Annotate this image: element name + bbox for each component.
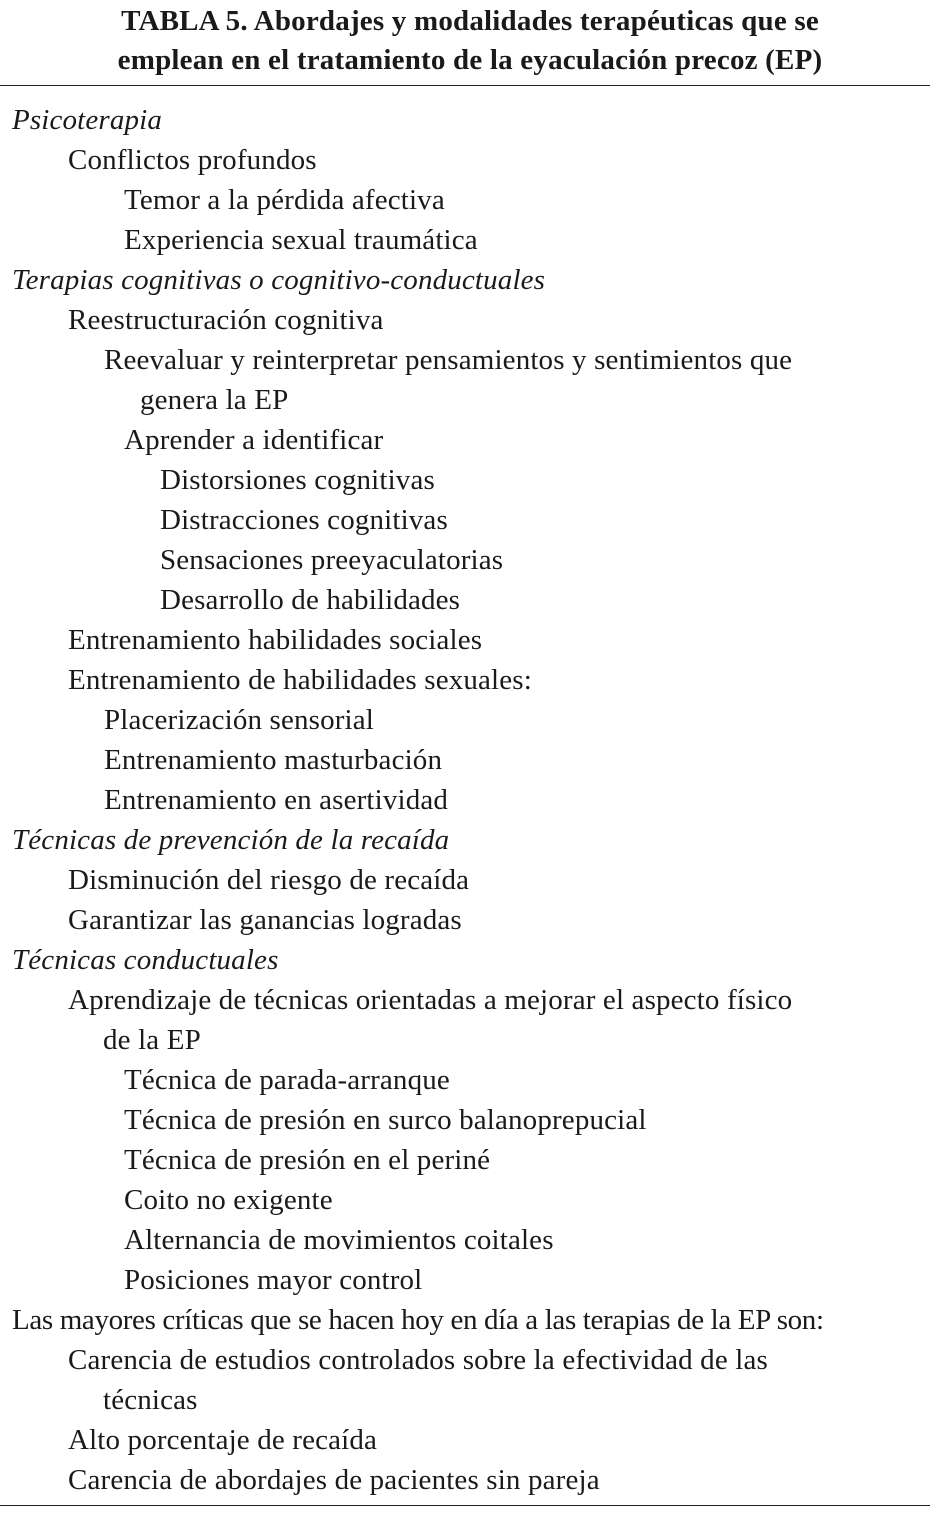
list-item: Técnica de presión en surco balanoprepucial [124, 1104, 647, 1136]
list-item: Desarrollo de habilidades [160, 584, 461, 616]
list-item: Placerización sensorial [104, 704, 374, 736]
list-item: Alternancia de movimientos coitales [124, 1224, 554, 1256]
list-item: Distorsiones cognitivas [160, 464, 435, 496]
list-item: Temor a la pérdida afectiva [124, 184, 445, 216]
list-item: Disminución del riesgo de recaída [68, 864, 470, 896]
table-title-line-1: TABLA 5. Abordajes y modalidades terapéuticas que se [121, 5, 819, 37]
list-item: Entrenamiento de habilidades sexuales: [68, 664, 532, 696]
section-heading-prevencion: Técnicas de prevención de la recaída [12, 824, 450, 856]
list-item: Reestructuración cognitiva [68, 304, 384, 336]
list-item: Garantizar las ganancias logradas [68, 904, 462, 936]
list-item: Distracciones cognitivas [160, 504, 448, 536]
top-rule [0, 85, 930, 86]
list-item: Experiencia sexual traumática [124, 224, 478, 256]
list-item: Entrenamiento en asertividad [104, 784, 449, 816]
list-item: Alto porcentaje de recaída [68, 1424, 378, 1456]
list-item: Reevaluar y reinterpretar pensamientos y sentimientos que [104, 344, 793, 376]
list-item: Conflictos profundos [68, 144, 317, 176]
list-item: Posiciones mayor control [124, 1264, 423, 1296]
list-item: Aprendizaje de técnicas orientadas a mejorar el aspecto físico [68, 984, 793, 1016]
section-heading-conductuales: Técnicas conductuales [12, 944, 279, 976]
list-item: Técnica de parada-arranque [124, 1064, 450, 1096]
section-heading-criticas: Las mayores críticas que se hacen hoy en día a las terapias de la EP son: [12, 1304, 824, 1336]
list-item: Aprender a identificar [124, 424, 384, 456]
table-title [0, 2, 940, 80]
list-item: Entrenamiento habilidades sociales [68, 624, 483, 656]
list-item-continuation: de la EP [103, 1024, 201, 1056]
list-item: Sensaciones preeyaculatorias [160, 544, 504, 576]
list-item: Carencia de estudios controlados sobre la efectividad de las [68, 1344, 768, 1376]
bottom-rule [0, 1505, 930, 1506]
section-heading-psicoterapia: Psicoterapia [12, 104, 163, 136]
table-title-line-2: emplean en el tratamiento de la eyaculación precoz (EP) [117, 44, 823, 76]
list-item: Carencia de abordajes de pacientes sin pareja [68, 1464, 600, 1496]
list-item: Técnica de presión en el periné [124, 1144, 491, 1176]
section-heading-cognitivas: Terapias cognitivas o cognitivo-conductuales [12, 264, 546, 296]
list-item-continuation: genera la EP [140, 384, 289, 416]
list-item-continuation: técnicas [103, 1384, 198, 1416]
list-item: Entrenamiento masturbación [104, 744, 443, 776]
list-item: Coito no exigente [124, 1184, 333, 1216]
